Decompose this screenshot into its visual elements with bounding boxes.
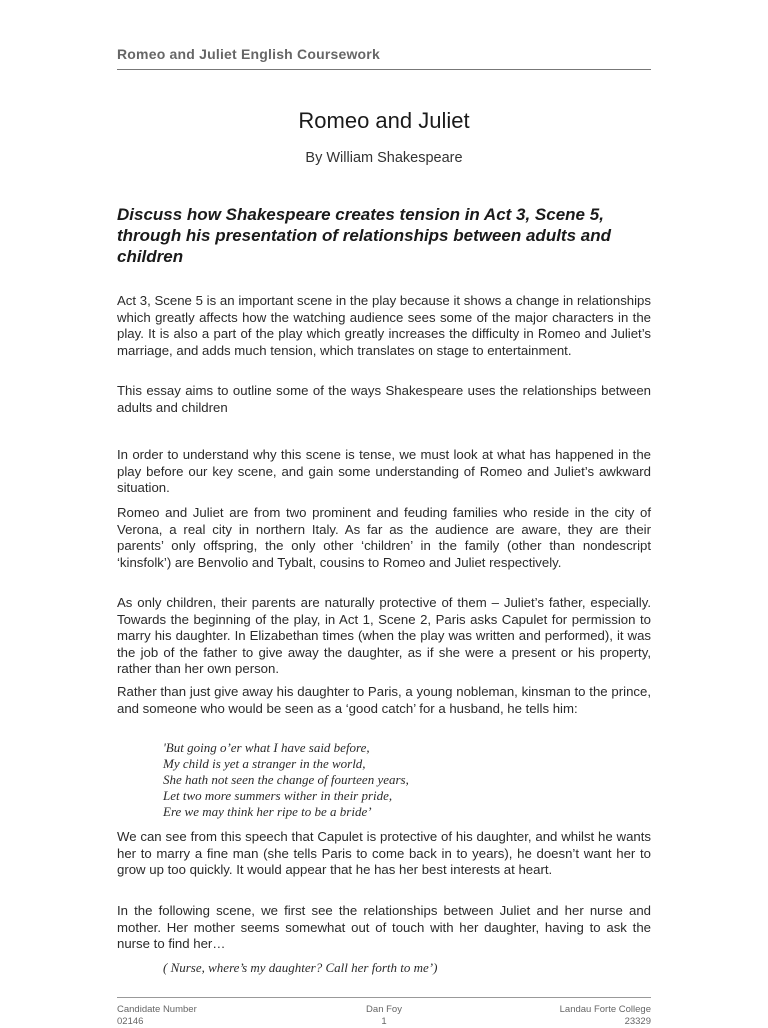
document-title: Romeo and Juliet <box>298 108 470 133</box>
footer-divider <box>117 997 651 998</box>
footer-candidate-number: 02146 <box>117 1016 144 1027</box>
quote-line: Let two more summers wither in their pride, <box>163 788 393 803</box>
inline-quote: ( Nurse, where’s my daughter? Call her forth to me’) <box>163 960 438 975</box>
essay-question: Discuss how Shakespeare creates tension in Act 3, Scene 5, through his presentation of relationships between adults and children <box>117 205 611 266</box>
paragraph: As only children, their parents are naturally protective of them – Juliet’s father, especially. Towards the beginning of the play, in Act 1, Scene 2, Paris asks Capulet for permission to marry his daughter. In Elizabethan times (when the play was written and performed), it was the job of the father to give away the daughter, as if she were a present or his property, rather than her own person. <box>117 595 651 677</box>
footer-author-name: Dan Foy <box>366 1004 402 1015</box>
block-quote <box>163 740 409 820</box>
footer-centre <box>560 1004 651 1028</box>
document-page <box>117 0 651 1027</box>
quote-line: 'But going o’er what I have said before, <box>163 740 370 755</box>
paragraph: This essay aims to outline some of the ways Shakespeare uses the relationships between adults and children <box>117 383 651 415</box>
quote-line: She hath not seen the change of fourteen years, <box>163 772 409 787</box>
quote-line: Ere we may think her ripe to be a bride’ <box>163 804 372 819</box>
paragraph: In the following scene, we first see the relationships between Juliet and her nurse and mother. Her mother seems somewhat out of touch with her daughter, having to ask the nurse to find her… <box>117 903 651 952</box>
paragraph: We can see from this speech that Capulet is protective of his daughter, and whilst he wants her to marry a fine man (she tells Paris to come back in to years), he doesn’t want her to grow up too quickly. It would appear that he has her best interests at heart. <box>117 829 651 878</box>
footer-college-name: Landau Forte College <box>559 1004 651 1015</box>
footer-candidate-label: Candidate Number <box>117 1004 197 1015</box>
footer-centre-number: 23329 <box>624 1016 651 1027</box>
paragraph: Rather than just give away his daughter to Paris, a young nobleman, kinsman to the prince, and someone who would be seen as a ‘good catch’ for a husband, he tells him: <box>117 684 651 716</box>
running-header: Romeo and Juliet English Coursework <box>117 46 380 62</box>
quote-line: My child is yet a stranger in the world, <box>163 756 366 771</box>
paragraph: Act 3, Scene 5 is an important scene in the play because it shows a change in relationships which greatly affects how the watching audience sees some of the major characters in the play. It is also a part of the play which greatly increases the difficulty in Romeo and Juliet’s marriage, and adds much tension, which translates on stage to entertainment. <box>117 293 651 358</box>
paragraph: Romeo and Juliet are from two prominent and feuding families who reside in the city of Verona, a real city in northern Italy. As far as the audience are aware, they are their parents’ only offspring, the only other ‘children’ in the family (other than nondescript ‘kinsfolk’) are Benvolio and Tybalt, cousins to Romeo and Juliet respectively. <box>117 505 651 570</box>
page-number: 1 <box>381 1016 387 1027</box>
paragraph: In order to understand why this scene is tense, we must look at what has happened in the play before our key scene, and gain some understanding of Romeo and Juliet’s awkward situation. <box>117 447 651 496</box>
header-divider <box>117 69 651 70</box>
document-subtitle: By William Shakespeare <box>305 150 463 166</box>
